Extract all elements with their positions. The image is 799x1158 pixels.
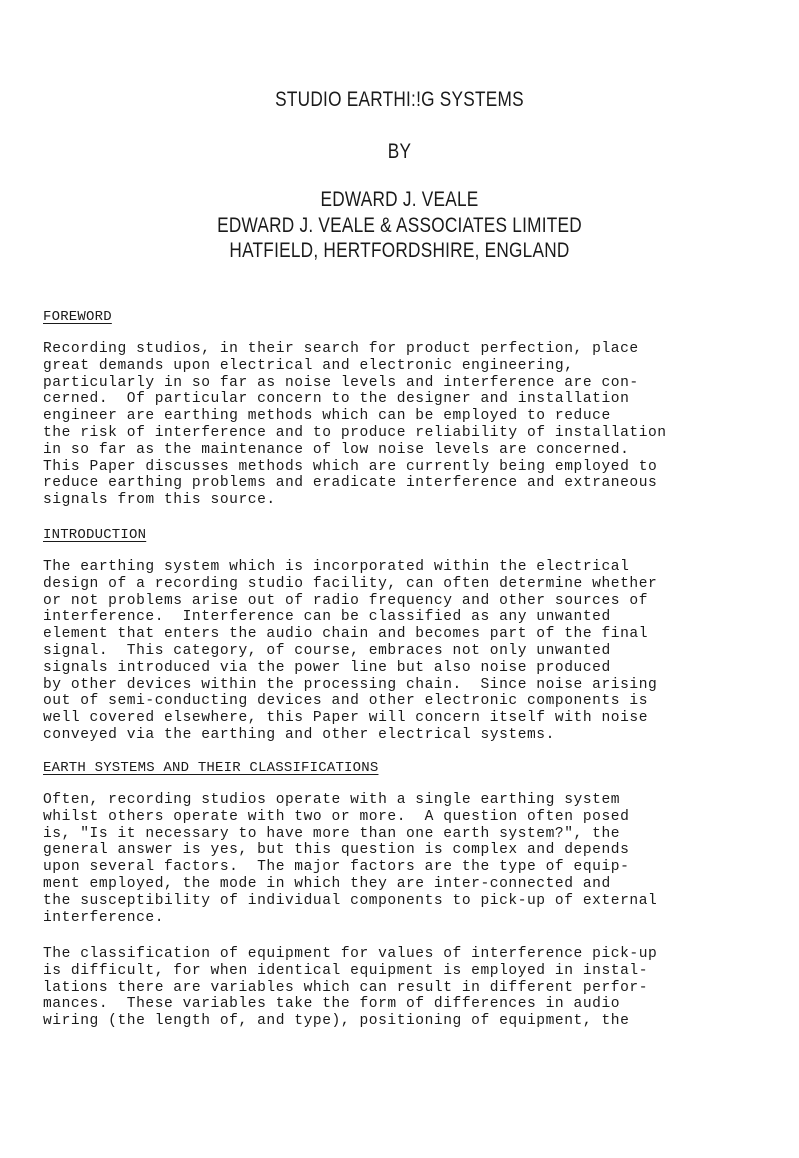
section-heading-earth-systems: EARTH SYSTEMS AND THEIR CLASSIFICATIONS xyxy=(43,760,379,776)
company-name: EDWARD J. VEALE & ASSOCIATES LIMITED xyxy=(217,214,582,237)
paragraph-earth-systems-1: Often, recording studios operate with a single earthing system whilst others operate with two or more. A question often posed is, "Is it necessary to have more than one earth system?", the general answer is yes, but this question is complex and depends upon several factors. The major factors are the type of equip- ment employed, the mode in which they are inter-connected and the susceptibility of individual components to pick-up of external interference. xyxy=(43,792,658,926)
paragraph-introduction: The earthing system which is incorporated within the electrical design of a recording studio facility, can often determine whether or not problems arise out of radio frequency and other sources of interference. Interference can be classified as any unwanted element that enters the audio chain and becomes part of the final signal. This category, of course, embraces not only unwanted signals introduced via the power line but also noise produced by other devices within the processing chain. Since noise arising out of semi-conducting devices and other electronic components is well covered elsewhere, this Paper will concern itself with noise conveyed via the earthing and other electrical systems. xyxy=(43,559,658,743)
section-heading-introduction: INTRODUCTION xyxy=(43,527,147,543)
paragraph-foreword: Recording studios, in their search for product perfection, place great demands upon electrical and electronic engineering, particularly in so far as noise levels and interference are con- cerned. Of particular concern to the designer and installation engineer are earthing methods which can be employed to reduce the risk of interference and to produce reliability of installation in so far as the maintenance of low noise levels are concerned. This Paper discusses methods which are currently being employed to reduce earthing problems and eradicate interference and extraneous signals from this source. xyxy=(43,341,667,509)
author-name: EDWARD J. VEALE xyxy=(320,188,479,211)
company-location: HATFIELD, HERTFORDSHIRE, ENGLAND xyxy=(229,239,570,262)
section-heading-foreword: FOREWORD xyxy=(43,309,112,325)
document-title: STUDIO EARTHI:!G SYSTEMS xyxy=(275,88,524,111)
paragraph-earth-systems-2: The classification of equipment for values of interference pick-up is difficult, for when identical equipment is employed in instal- lations there are variables which can result in different perfor- mances. These variables take the form of differences in audio wiring (the length of, and type), positioning of equipment, the xyxy=(43,946,658,1030)
byline-by: BY xyxy=(387,140,412,163)
